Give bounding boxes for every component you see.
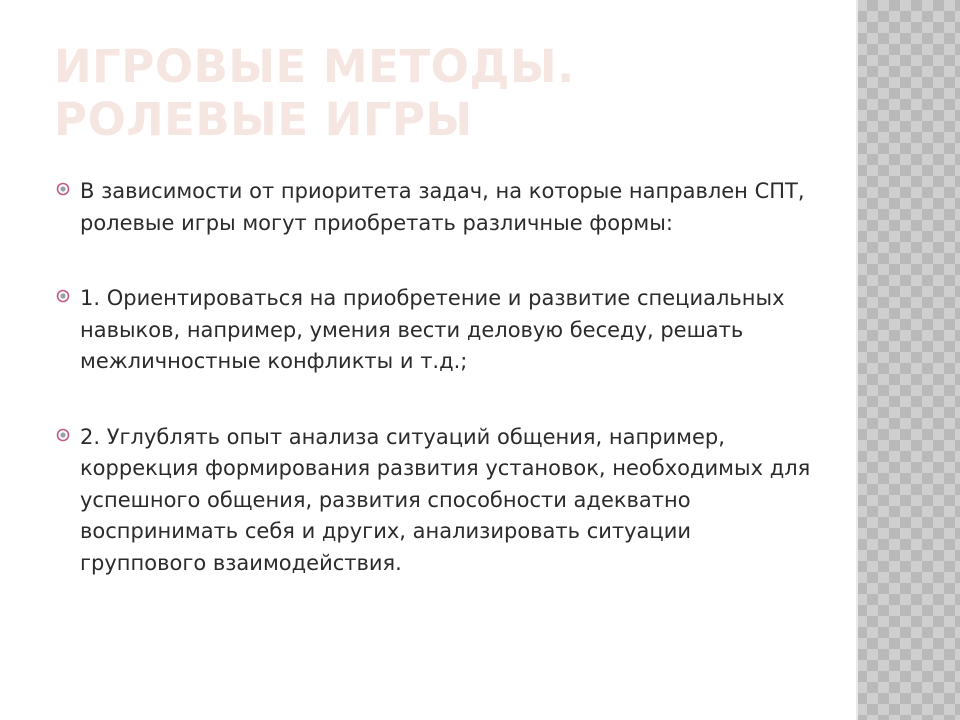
concentric-circle-bullet-icon xyxy=(56,182,70,196)
list-item xyxy=(56,283,816,378)
bullet-list xyxy=(56,176,816,623)
slide-title: ИГРОВЫЕ МЕТОДЫ. РОЛЕВЫЕ ИГРЫ xyxy=(54,40,575,146)
bullet-text: 1. Ориентироваться на приобретение и развитие специальных навыков, например, умения вести деловую беседу, решать межличностные конфликты и т.д.; xyxy=(80,286,785,373)
bullet-text: 2. Углублять опыт анализа ситуаций общения, например, коррекция формирования развития установок, необходимых для успешного общения, развития способности адекватно воспринимать себя и других, анализировать ситуации группового взаимодействия. xyxy=(80,424,811,575)
list-item xyxy=(56,176,816,239)
concentric-circle-bullet-icon xyxy=(56,428,70,442)
concentric-circle-bullet-icon xyxy=(56,289,70,303)
side-panel-edge xyxy=(856,0,858,720)
decorative-side-panel xyxy=(856,0,960,720)
bullet-text: В зависимости от приоритета задач, на которые направлен СПТ, ролевые игры могут приобретать различные формы: xyxy=(80,179,805,235)
list-item xyxy=(56,422,816,580)
